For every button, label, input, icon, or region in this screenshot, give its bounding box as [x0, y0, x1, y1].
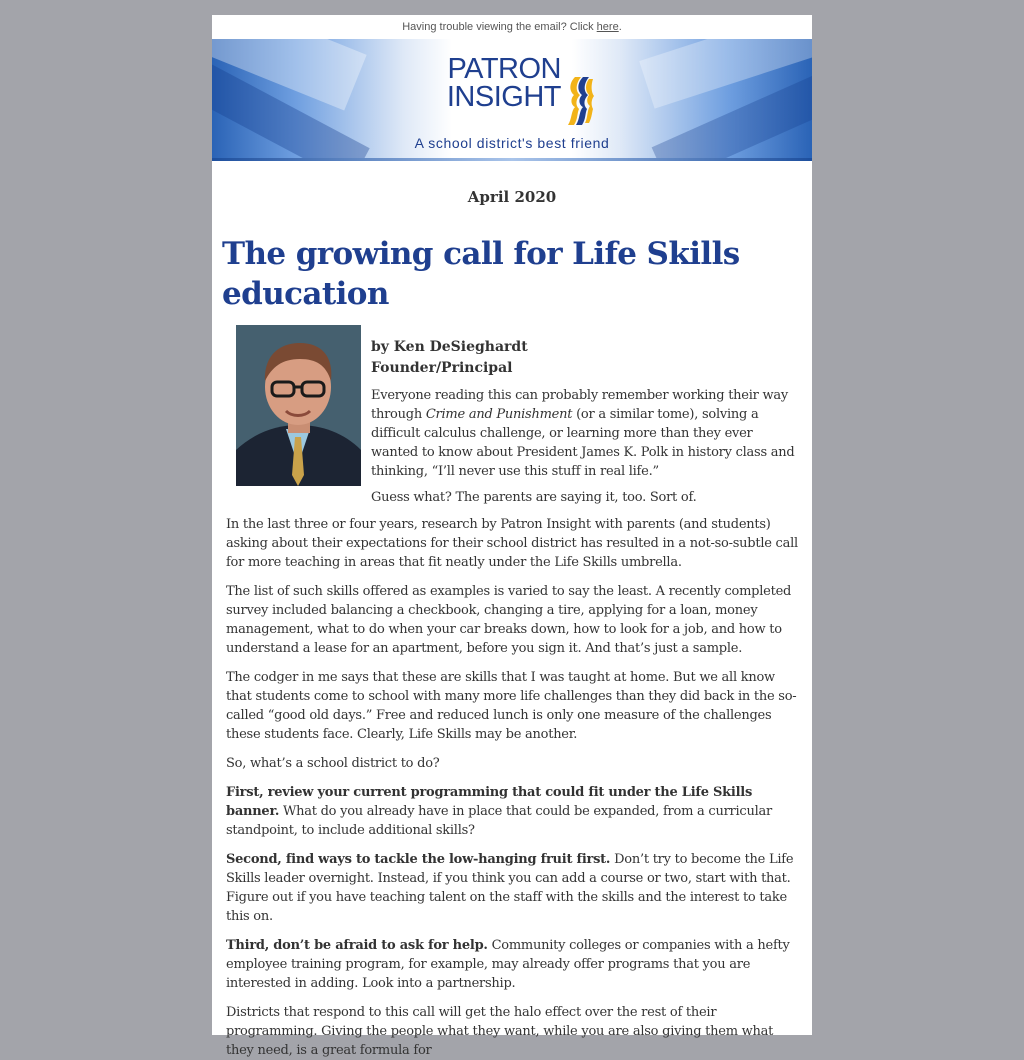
- article-paragraphs: [226, 515, 798, 1060]
- logo-line-2: INSIGHT: [446, 81, 561, 113]
- header-banner: [212, 39, 812, 161]
- author-name: by Ken DeSieghardt: [371, 339, 528, 355]
- intro-book-title: Crime and Punishment: [425, 407, 573, 422]
- intro-text-a: Everyone reading this can probably remember working their way through: [371, 388, 788, 422]
- tip-paragraph: [226, 936, 798, 993]
- author-intro: [371, 337, 801, 507]
- tip-heading: Second, find ways to tackle the low-hanging fruit first.: [226, 852, 611, 867]
- view-online-text: Having trouble viewing the email? Click: [402, 21, 597, 33]
- tip-text: Community colleges or companies with a hefty employee training program, for example, may already offer programs that you are interested in adding. Look into a partnership.: [226, 938, 790, 991]
- author-block: [226, 325, 798, 515]
- article-title: The growing call for Life Skills education: [222, 236, 740, 312]
- view-online-bar: [212, 15, 812, 39]
- tip-heading: First, review your current programming that could fit under the Life Skills banner.: [226, 785, 753, 819]
- paragraph: So, what’s a school district to do?: [226, 756, 440, 771]
- tip-paragraph: [226, 850, 798, 926]
- tip-heading: Third, don’t be afraid to ask for help.: [226, 938, 488, 953]
- author-role: Founder/Principal: [371, 360, 513, 376]
- banner-divider: [212, 158, 812, 161]
- tip-text: What do you already have in place that could be expanded, from a curricular standpoint, to include additional skills?: [226, 804, 772, 838]
- paragraph: The list of such skills offered as examples is varied to say the least. A recently completed survey included balancing a checkbook, changing a tire, applying for a loan, money management, what to do when your car breaks down, how to look for a job, and how to understand a lease for an apartment, before you sign it. And that’s just a sample.: [226, 584, 792, 656]
- intro-text-b: (or a similar tome), solving a difficult calculus challenge, or learning more than they ever wanted to know about President James K. Polk in history class and thinking, “I’ll never use this stuff in real life.”: [371, 407, 795, 479]
- issue-date: April 2020: [467, 188, 557, 206]
- email-container: [212, 15, 812, 1058]
- view-online-suffix: .: [618, 21, 622, 33]
- profiles-logo-icon: [565, 75, 595, 127]
- logo-wordmark: [437, 55, 561, 111]
- tip-paragraph: [226, 783, 798, 840]
- paragraph: Districts that respond to this call will get the halo effect over the rest of their programming. Giving the people what they want, while you are also giving them what they need, is a great formula for: [226, 1005, 774, 1058]
- guess-paragraph: Guess what? The parents are saying it, too. Sort of.: [371, 490, 697, 505]
- paragraph: The codger in me says that these are skills that I was taught at home. But we all know that students come to school with many more life challenges than they did back in the so-called “good old days.” Free and reduced lunch is only one measure of the challenges these students face. Clearly, Life Skills may be another.: [226, 670, 797, 742]
- tip-text: Don’t try to become the Life Skills leader overnight. Instead, if you think you can add a course or two, start with that. Figure out if you have teaching talent on the staff with the skills and the interest to take this on.: [226, 852, 794, 924]
- author-photo: [236, 325, 361, 486]
- patron-insight-logo[interactable]: [437, 55, 597, 127]
- view-online-link[interactable]: here: [596, 21, 619, 33]
- portrait-icon: [236, 325, 361, 486]
- tagline: A school district's best friend: [414, 135, 610, 151]
- paragraph: In the last three or four years, research by Patron Insight with parents (and students) asking about their expectations for their school district has resulted in a not-so-subtle call for more teaching in areas that fit neatly under the Life Skills umbrella.: [226, 517, 798, 570]
- intro-paragraph: [371, 386, 801, 481]
- logo-line-1: PATRON: [447, 53, 561, 85]
- article-body: [212, 325, 812, 1060]
